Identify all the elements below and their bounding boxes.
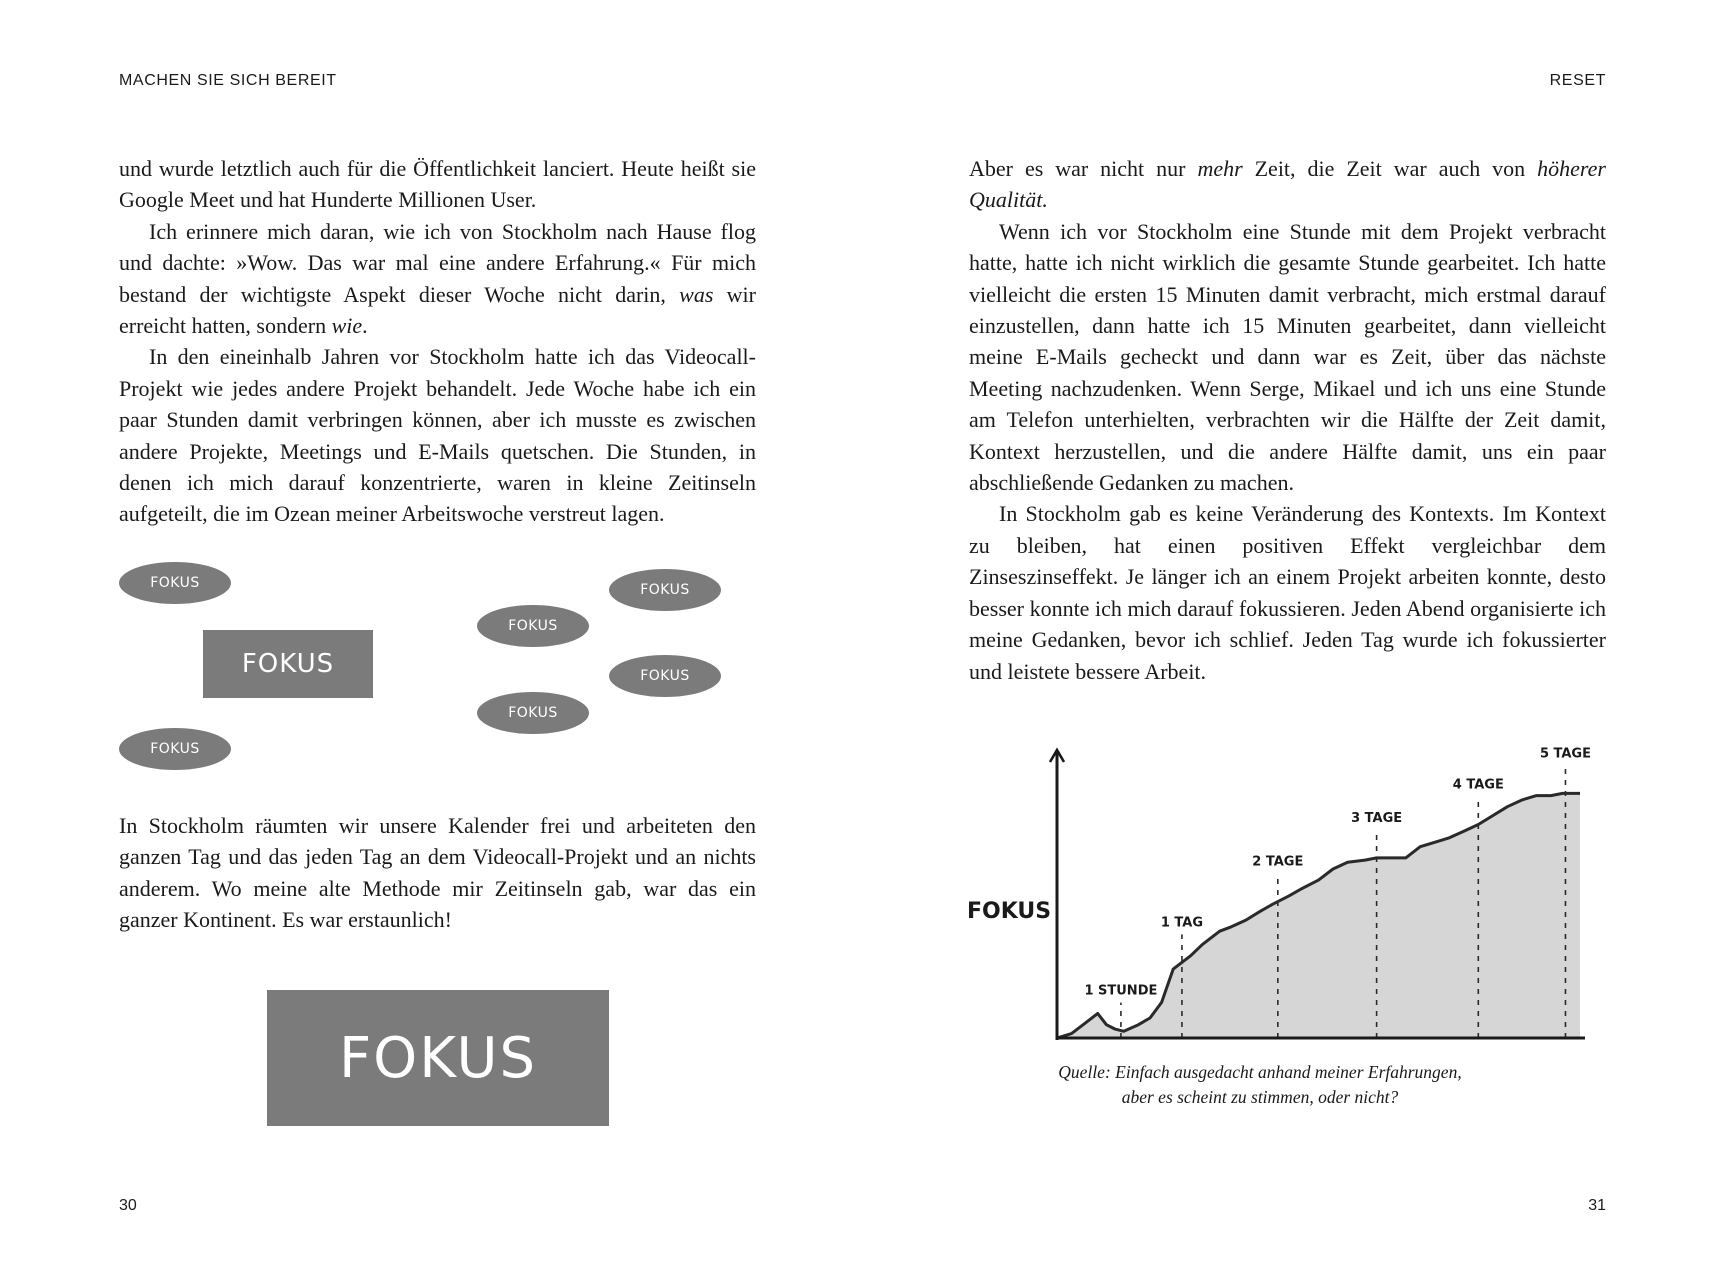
paragraph: In Stockholm räumten wir unsere Kalender frei und arbeiteten den ganzen Tag und das jeden Tag an dem Videocall-Projekt und an nichts anderem. Wo meine alte Methode mir Zeitinseln gab, war das ein ganzer Kontinent. Es war erstaunlich! xyxy=(119,813,756,933)
paragraph: In den eineinhalb Jahren vor Stockholm hatte ich das Videocall-Projekt wie jedes andere Projekt behandelt. Jede Woche habe ich ein paar Stunden damit verbringen können, aber ich musste es zwischen andere Projekte, Meetings und E-Mails quetschen. Die Stunden, in denen ich mich darauf konzentrierte, waren in kleine Zeitinseln aufgeteilt, die im Ozean meiner Arbeitswoche verstreut lagen. xyxy=(119,344,756,527)
right-text xyxy=(969,153,1606,687)
paragraph: In Stockholm gab es keine Veränderung des Kontexts. Im Kontext zu bleiben, hat einen positiven Effekt vergleichbar dem Zinseszinseffekt. Je länger ich an einem Projekt arbeiten konnte, desto besser konnte ich mich darauf fokussieren. Jeden Abend organisierte ich meine Gedanken, bevor ich schlief. Jeden Tag wurde ich fokussierter und leistete bessere Arbeit. xyxy=(969,501,1606,684)
paragraph: Wenn ich vor Stockholm eine Stunde mit dem Projekt verbracht hatte, hatte ich nicht wirklich die gesamte Stunde gearbeitet. Ich hatte vielleicht die ersten 15 Minuten damit verbracht, mich erstmal darauf einzustellen, dann hatte ich 15 Minuten gearbeitet, dann vielleicht meine E-Mails gecheckt und dann war es Zeit, über das nächste Meeting nachzudenken. Wenn Serge, Mikael und ich uns eine Stunde am Telefon unterhielten, verbrachten wir die Hälfte der Zeit damit, Kontext herzustellen, und die andere Hälfte damit, uns ein paar abschließende Gedanken zu machen. xyxy=(969,218,1606,496)
focus-continent-rect: FOKUS xyxy=(267,990,609,1126)
chart-marker-label: 3 TAGE xyxy=(1351,810,1403,826)
page-number-right: 31 xyxy=(1588,1197,1606,1214)
chart-marker-label: 2 TAGE xyxy=(1252,854,1304,870)
chart-caption-line1: Quelle: Einfach ausgedacht anhand meiner Erfahrungen, xyxy=(1058,1062,1462,1082)
focus-island-ellipse: FOKUS xyxy=(119,728,231,770)
focus-island-ellipse: FOKUS xyxy=(609,569,721,611)
paragraph: und wurde letztlich auch für die Öffentlichkeit lanciert. Heute heißt sie Google Meet und hat Hunderte Millionen User. xyxy=(119,156,756,213)
focus-island-ellipse: FOKUS xyxy=(609,655,721,697)
paragraph: Ich erinnere mich daran, wie ich von Stockholm nach Hause flog und dachte: »Wow. Das war mal eine andere Erfahrung.« Für mich bestand der wichtigste Aspekt dieser Woche nicht darin, was wir erreicht hatten, sondern wie. xyxy=(119,218,756,339)
running-head-left: MACHEN SIE SICH BEREIT xyxy=(119,72,337,89)
chart-y-label: FOKUS xyxy=(967,899,1052,924)
chart-marker-label: 1 STUNDE xyxy=(1084,983,1158,999)
left-text-bottom xyxy=(119,810,756,936)
emphasis: wie xyxy=(331,313,363,339)
running-head-right: RESET xyxy=(1549,72,1606,89)
emphasis: höherer Qualität. xyxy=(969,156,1606,213)
chart-area-fill xyxy=(1057,793,1580,1038)
focus-island-ellipse: FOKUS xyxy=(477,605,589,647)
chart-marker-label: 4 TAGE xyxy=(1452,777,1504,793)
focus-chart xyxy=(955,690,1595,1070)
focus-island-ellipse: FOKUS xyxy=(477,692,589,734)
focus-island-rect: FOKUS xyxy=(203,630,373,698)
emphasis: was xyxy=(679,281,714,307)
chart-marker-label: 5 TAGE xyxy=(1539,746,1591,762)
chart-caption-line2: aber es scheint zu stimmen, oder nicht? xyxy=(1121,1087,1399,1107)
paragraph: Aber es war nicht nur mehr Zeit, die Zeit war auch von höherer Qualität. xyxy=(969,156,1606,213)
page-number-left: 30 xyxy=(119,1197,137,1214)
chart-marker-label: 1 TAG xyxy=(1160,915,1204,931)
focus-island-ellipse: FOKUS xyxy=(119,562,231,604)
emphasis: mehr xyxy=(1197,156,1243,181)
left-text-top xyxy=(119,153,756,530)
